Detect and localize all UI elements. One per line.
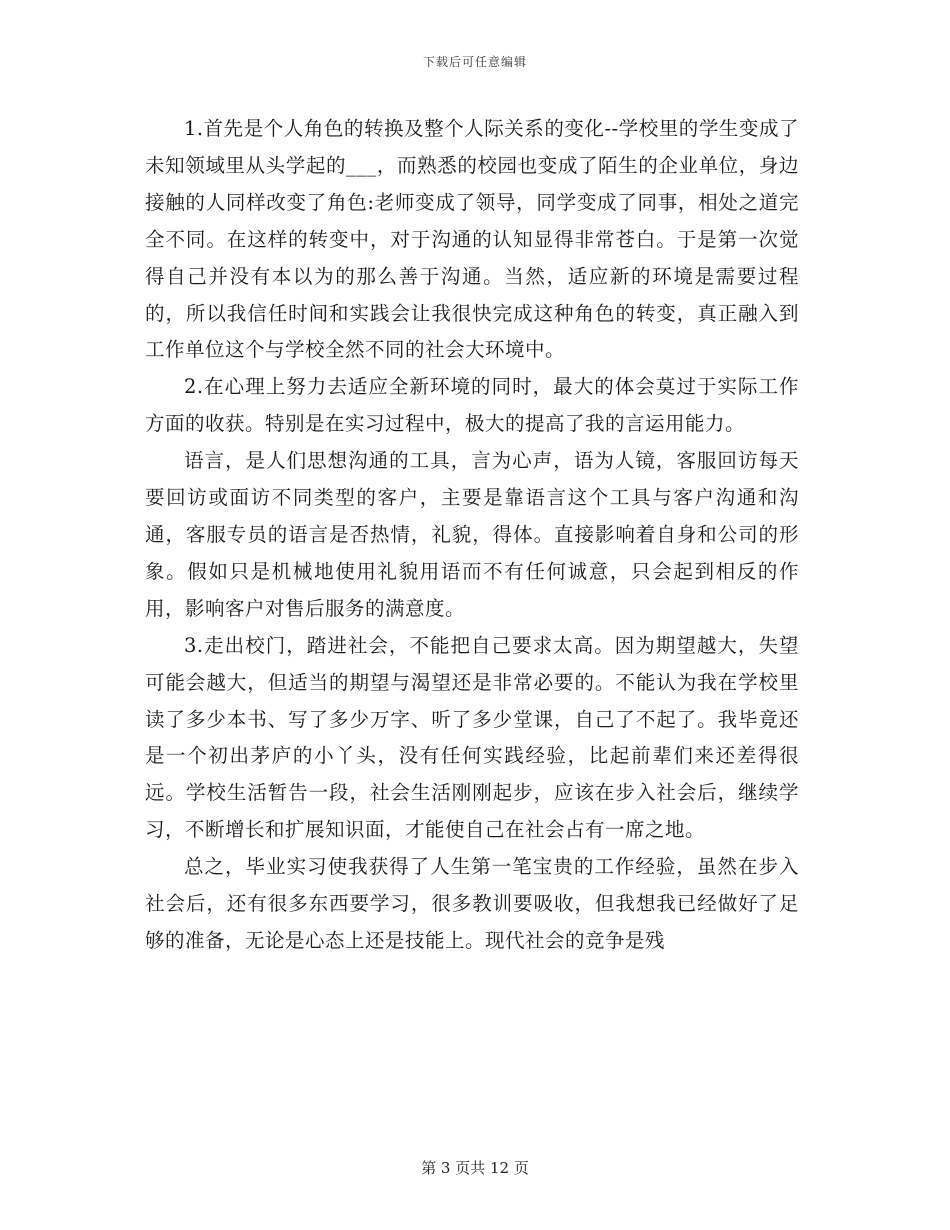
- document-body: [145, 111, 799, 960]
- paragraph-work-gains: 2.在心理上努力去适应全新环境的同时，最大的体会莫过于实际工作方面的收获。特别是在实习过程中，极大的提高了我的言运用能力。: [145, 375, 799, 436]
- page-number: 第 3 页共 12 页: [421, 1159, 529, 1177]
- paragraph-language: 语言，是人们思想沟通的工具，言为心声，语为人镜，客服回访每天要回访或面访不同类型的客户，主要是靠语言这个工具与客户沟通和沟通，客服专员的语言是否热情，礼貌，得体。直接影响着自身和公司的形象。假如只是机械地使用礼貌用语而不有任何诚意，只会起到相反的作用，影响客户对售后服务的满意度。: [145, 449, 799, 620]
- page-header: 下载后可任意编辑: [422, 55, 527, 69]
- paragraph-expectations: 3.走出校门，踏进社会，不能把自己要求太高。因为期望越大，失望可能会越大，但适当的期望与渴望还是非常必要的。不能认为我在学校里读了多少本书、写了多少万字、听了多少堂课，自己了不起了。我毕竟还是一个初出茅庐的小丫头，没有任何实践经验，比起前辈们来还差得很远。学校生活暂告一段，社会生活刚刚起步，应该在步入社会后，继续学习，不断增长和扩展知识面，才能使自己在社会占有一席之地。: [145, 633, 799, 842]
- paragraph-role-change: 1.首先是个人角色的转换及整个人际关系的变化--学校里的学生变成了未知领域里从头学起的___，而熟悉的校园也变成了陌生的企业单位，身边接触的人同样改变了角色:老师变成了领导，同学变成了同事，相处之道完全不同。在这样的转变中，对于沟通的认知显得非常苍白。于是第一次觉得自己并没有本以为的那么善于沟通。当然，适应新的环境是需要过程的，所以我信任时间和实践会让我很快完成这种角色的转变，真正融入到工作单位这个与学校全然不同的社会大环境中。: [145, 117, 799, 362]
- paragraph-summary: 总之，毕业实习使我获得了人生第一笔宝贵的工作经验，虽然在步入社会后，还有很多东西要学习，很多教训要吸收，但我想我已经做好了足够的准备，无论是心态上还是技能上。现代社会的竞争是残: [145, 855, 799, 952]
